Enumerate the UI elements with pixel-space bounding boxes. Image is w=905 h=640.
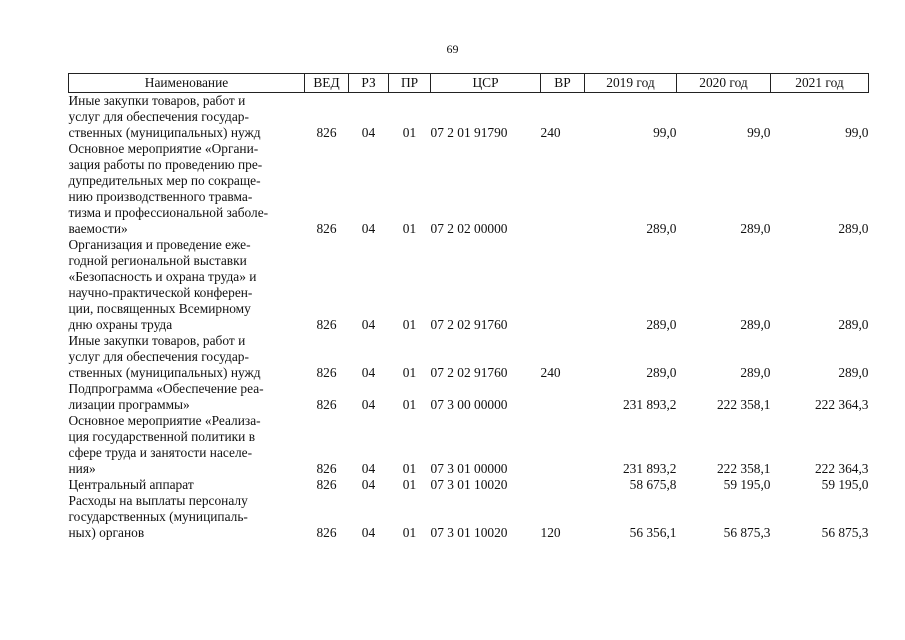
row-csr: 07 2 02 91760 — [430, 317, 508, 332]
col-header-pr: ПР — [389, 74, 431, 93]
row-ved: 826 — [316, 461, 337, 476]
row-vr: 240 — [540, 125, 561, 140]
row-rz: 04 — [361, 525, 376, 540]
row-2021: 289,0 — [838, 365, 869, 380]
row-pr: 01 — [402, 221, 417, 236]
row-vr: 240 — [540, 365, 561, 380]
row-2020: 222 358,1 — [716, 461, 771, 476]
row-ved: 826 — [316, 397, 337, 412]
row-ved: 826 — [316, 125, 337, 140]
col-header-vr: ВР — [541, 74, 585, 93]
row-2021: 222 364,3 — [814, 461, 869, 476]
row-2021: 99,0 — [845, 125, 869, 140]
row-2019: 231 893,2 — [622, 461, 677, 476]
row-pr: 01 — [402, 125, 417, 140]
row-rz: 04 — [361, 397, 376, 412]
row-rz: 04 — [361, 317, 376, 332]
row-rz: 04 — [361, 125, 376, 140]
row-ved: 826 — [316, 317, 337, 332]
row-name: Основное мероприятие «Реализа- ция государственной политики в сфере труда и занятости населе- ния» — [68, 413, 261, 476]
row-2020: 99,0 — [747, 125, 771, 140]
row-2021: 289,0 — [838, 221, 869, 236]
row-2020: 289,0 — [740, 221, 771, 236]
row-2021: 59 195,0 — [821, 477, 869, 492]
row-csr: 07 2 02 00000 — [430, 221, 508, 236]
row-ved: 826 — [316, 221, 337, 236]
row-rz: 04 — [361, 221, 376, 236]
table-row — [69, 141, 869, 237]
row-2019: 289,0 — [646, 317, 677, 332]
row-pr: 01 — [402, 317, 417, 332]
col-header-name: Наименование — [69, 74, 305, 93]
col-header-2019: 2019 год — [585, 74, 677, 93]
row-rz: 04 — [361, 461, 376, 476]
table-row — [69, 477, 869, 493]
row-vr — [541, 413, 585, 477]
row-csr: 07 3 00 00000 — [430, 397, 508, 412]
row-name: Основное мероприятие «Органи- зация работы по проведению пре- дупредительных мер по сокраще- нию производственного травма- тизма и профессиональной заболе- ваемости» — [68, 141, 269, 236]
budget-table — [68, 73, 869, 541]
row-2021: 56 875,3 — [821, 525, 869, 540]
row-csr: 07 3 01 10020 — [430, 477, 508, 492]
table-row — [69, 413, 869, 477]
row-name: Расходы на выплаты персоналу государственных (муниципаль- ных) органов — [68, 493, 248, 540]
row-2021: 289,0 — [838, 317, 869, 332]
col-header-ved: ВЕД — [305, 74, 349, 93]
col-header-2020: 2020 год — [677, 74, 771, 93]
row-name: Иные закупки товаров, работ и услуг для обеспечения государ- ственных (муниципальных) нужд — [68, 333, 261, 380]
table-row — [69, 93, 869, 142]
table-row — [69, 493, 869, 541]
row-csr: 07 2 01 91790 — [430, 125, 508, 140]
row-2020: 222 358,1 — [716, 397, 771, 412]
row-vr — [541, 237, 585, 333]
row-vr — [541, 381, 585, 413]
row-ved: 826 — [316, 525, 337, 540]
row-2019: 289,0 — [646, 365, 677, 380]
row-name: Подпрограмма «Обеспечение реа- лизации программы» — [68, 381, 264, 412]
row-csr: 07 2 02 91760 — [430, 365, 508, 380]
row-2019: 99,0 — [653, 125, 677, 140]
row-2021: 222 364,3 — [814, 397, 869, 412]
row-rz: 04 — [361, 477, 376, 492]
row-vr — [541, 141, 585, 237]
col-header-2021: 2021 год — [771, 74, 869, 93]
row-2019: 58 675,8 — [629, 477, 677, 492]
row-2020: 56 875,3 — [723, 525, 771, 540]
row-rz: 04 — [361, 365, 376, 380]
row-pr: 01 — [402, 397, 417, 412]
row-2020: 289,0 — [740, 317, 771, 332]
table-row — [69, 237, 869, 333]
table-row — [69, 333, 869, 381]
col-header-rz: РЗ — [349, 74, 389, 93]
table-header-row — [69, 74, 869, 93]
page-number: 69 — [446, 42, 459, 56]
row-pr: 01 — [402, 365, 417, 380]
row-pr: 01 — [402, 477, 417, 492]
row-pr: 01 — [402, 461, 417, 476]
row-vr: 120 — [540, 525, 561, 540]
row-2019: 289,0 — [646, 221, 677, 236]
row-2019: 231 893,2 — [622, 397, 677, 412]
table-row — [69, 381, 869, 413]
row-vr — [541, 477, 585, 493]
row-name: Организация и проведение еже- годной региональной выставки «Безопасность и охрана труда» и научно-практической конферен- ции, посвященных Всемирному дню охраны труда — [68, 237, 257, 332]
row-2020: 289,0 — [740, 365, 771, 380]
row-csr: 07 3 01 00000 — [430, 461, 508, 476]
col-header-csr: ЦСР — [431, 74, 541, 93]
row-name: Центральный аппарат — [68, 477, 194, 492]
row-ved: 826 — [316, 477, 337, 492]
row-csr: 07 3 01 10020 — [430, 525, 508, 540]
row-2020: 59 195,0 — [723, 477, 771, 492]
row-name: Иные закупки товаров, работ и услуг для обеспечения государ- ственных (муниципальных) нужд — [68, 93, 261, 140]
row-2019: 56 356,1 — [629, 525, 677, 540]
row-ved: 826 — [316, 365, 337, 380]
row-pr: 01 — [402, 525, 417, 540]
